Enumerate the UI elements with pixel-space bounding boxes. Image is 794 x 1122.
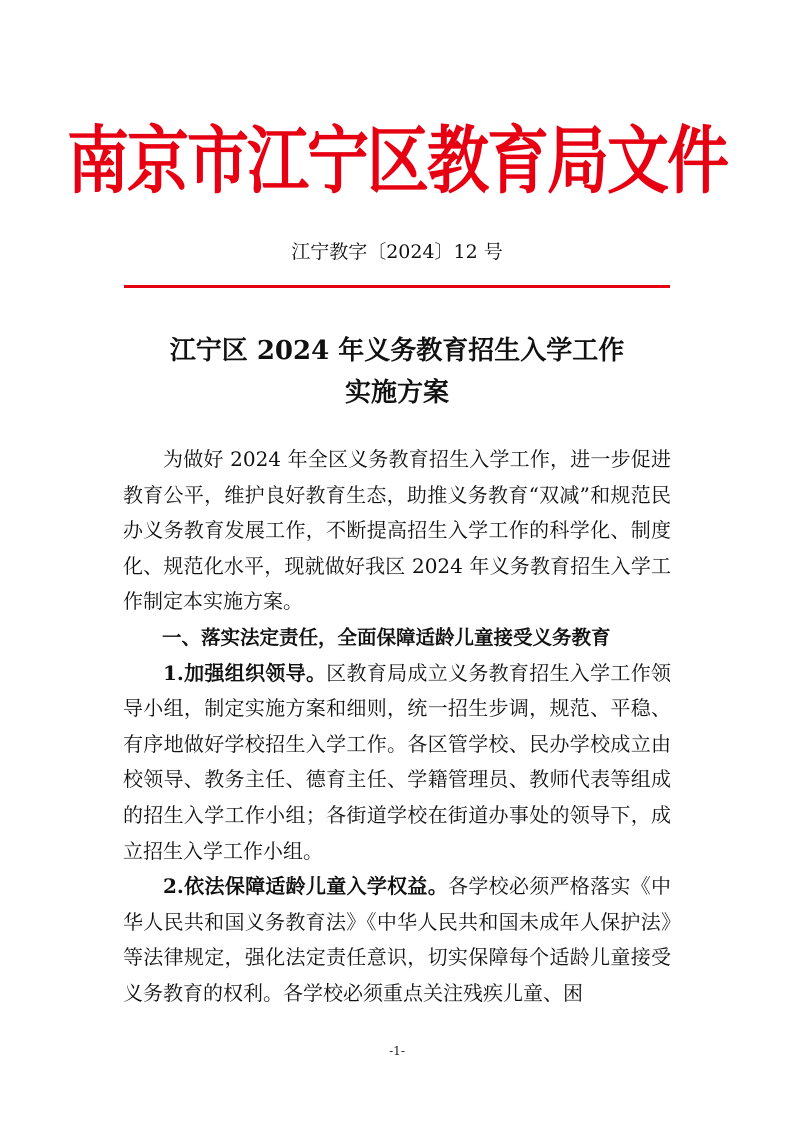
- item-1-lead: 1.加强组织领导。: [163, 660, 327, 685]
- item-1-text: 区教育局成立义务教育招生入学工作领导小组，制定实施方案和细则，统一招生步调，规范、平稳、有序地做好学校招生入学工作。各区管学校、民办学校成立由校领导、教务主任、德育主任、学籍管理员、教师代表等组成的招生入学工作小组；各街道学校在街道办事处的领导下，成立招生入学工作小组。: [123, 660, 671, 863]
- title-line-2: 实施方案: [344, 378, 449, 408]
- document-title: [0, 330, 794, 414]
- item-2-text: 各学校必须严格落实《中华人民共和国义务教育法》《中华人民共和国未成年人保护法》等法律规定，强化法定责任意识，切实保障每个适龄儿童接受义务教育的权利。各学校必须重点关注残疾儿童、困: [123, 874, 671, 1005]
- document-number: 江宁教字〔2024〕12 号: [291, 241, 503, 263]
- title-line-1: 江宁区 2024 年义务教育招生入学工作: [169, 336, 625, 366]
- item-1-paragraph: [123, 656, 671, 870]
- item-2-lead: 2.依法保障适龄儿童入学权益。: [163, 874, 449, 899]
- red-divider-line: [124, 285, 670, 288]
- item-2-paragraph: [123, 869, 671, 1011]
- intro-paragraph: 为做好 2024 年全区义务教育招生入学工作，进一步促进教育公平，维护良好教育生态，助推义务教育“双减”和规范民办义务教育发展工作，不断提高招生入学工作的科学化、制度化、规范化水平，现就做好我区 2024 年义务教育招生入学工作制定本实施方案。: [123, 447, 671, 614]
- page-number: -1-: [389, 1044, 405, 1058]
- document-masthead: 南京市江宁区教育局文件: [66, 117, 727, 204]
- section-heading-1: 一、落实法定责任，全面保障适龄儿童接受义务教育: [162, 625, 611, 649]
- document-body: [123, 442, 671, 1012]
